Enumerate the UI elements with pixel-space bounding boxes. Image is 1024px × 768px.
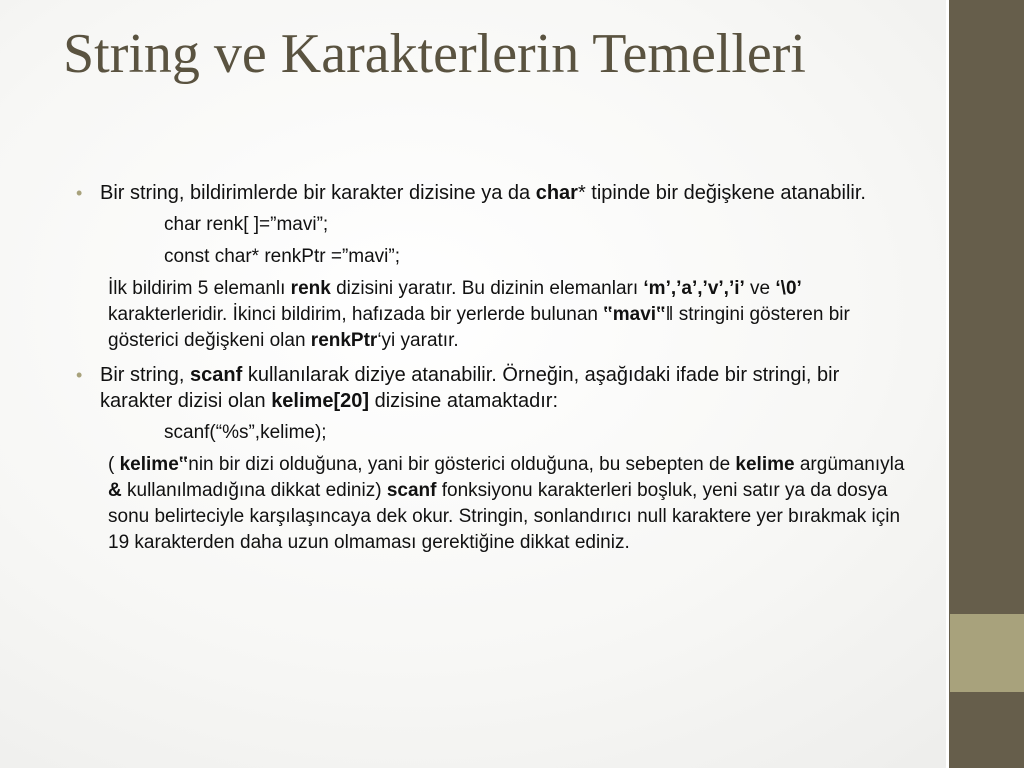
bullet-item-1: • Bir string, bildirimlerde bir karakter dizisine ya da char* tipinde bir değişkene atanabilir. bbox=[76, 182, 866, 204]
explanation-paragraph-1: İlk bildirim 5 elemanlı renk dizisini yaratır. Bu dizinin elemanları ‘m’,’a’,’v’,’i’ ve ‘\0’ karakterleridir. İkinci bildirim, hafızada bir yerlerde bulunan ‟mavi‟‖ stringini gösteren bir gösterici değişkeni olan renkPtr‘yi yaratır. bbox=[108, 278, 850, 351]
sidebar-edge-line bbox=[946, 0, 949, 768]
bullet-icon: • bbox=[76, 183, 83, 203]
sidebar-accent-block bbox=[950, 614, 1024, 692]
code-line-2: const char* renkPtr =”mavi”; bbox=[164, 246, 400, 267]
bullet-item-2: • Bir string, scanf kullanılarak diziye atanabilir. Örneğin, aşağıdaki ifade bir stringi, bir karakter dizisi olan kelime[20] dizisine atamaktadır: bbox=[76, 364, 840, 412]
bullet-icon: • bbox=[76, 365, 83, 385]
code-line-3: scanf(“%s”,kelime); bbox=[164, 422, 327, 443]
slide-content bbox=[76, 180, 916, 556]
slide-title: String ve Karakterlerin Temelleri bbox=[63, 23, 806, 85]
explanation-paragraph-2: ( kelime‟nin bir dizi olduğuna, yani bir gösterici olduğuna, bu sebepten de kelime argümanıyla & kullanılmadığına dikkat ediniz) scanf fonksiyonu karakterleri boşluk, yeni satır ya da dosya sonu belirteciyle karşılaşıncaya dek okur. Stringin, sonlandırıcı null karaktere yer bırakmak için 19 karakterden daha uzun olmaması gerektiğine dikkat ediniz. bbox=[108, 454, 905, 553]
code-line-1: char renk[ ]=”mavi”; bbox=[164, 214, 329, 235]
